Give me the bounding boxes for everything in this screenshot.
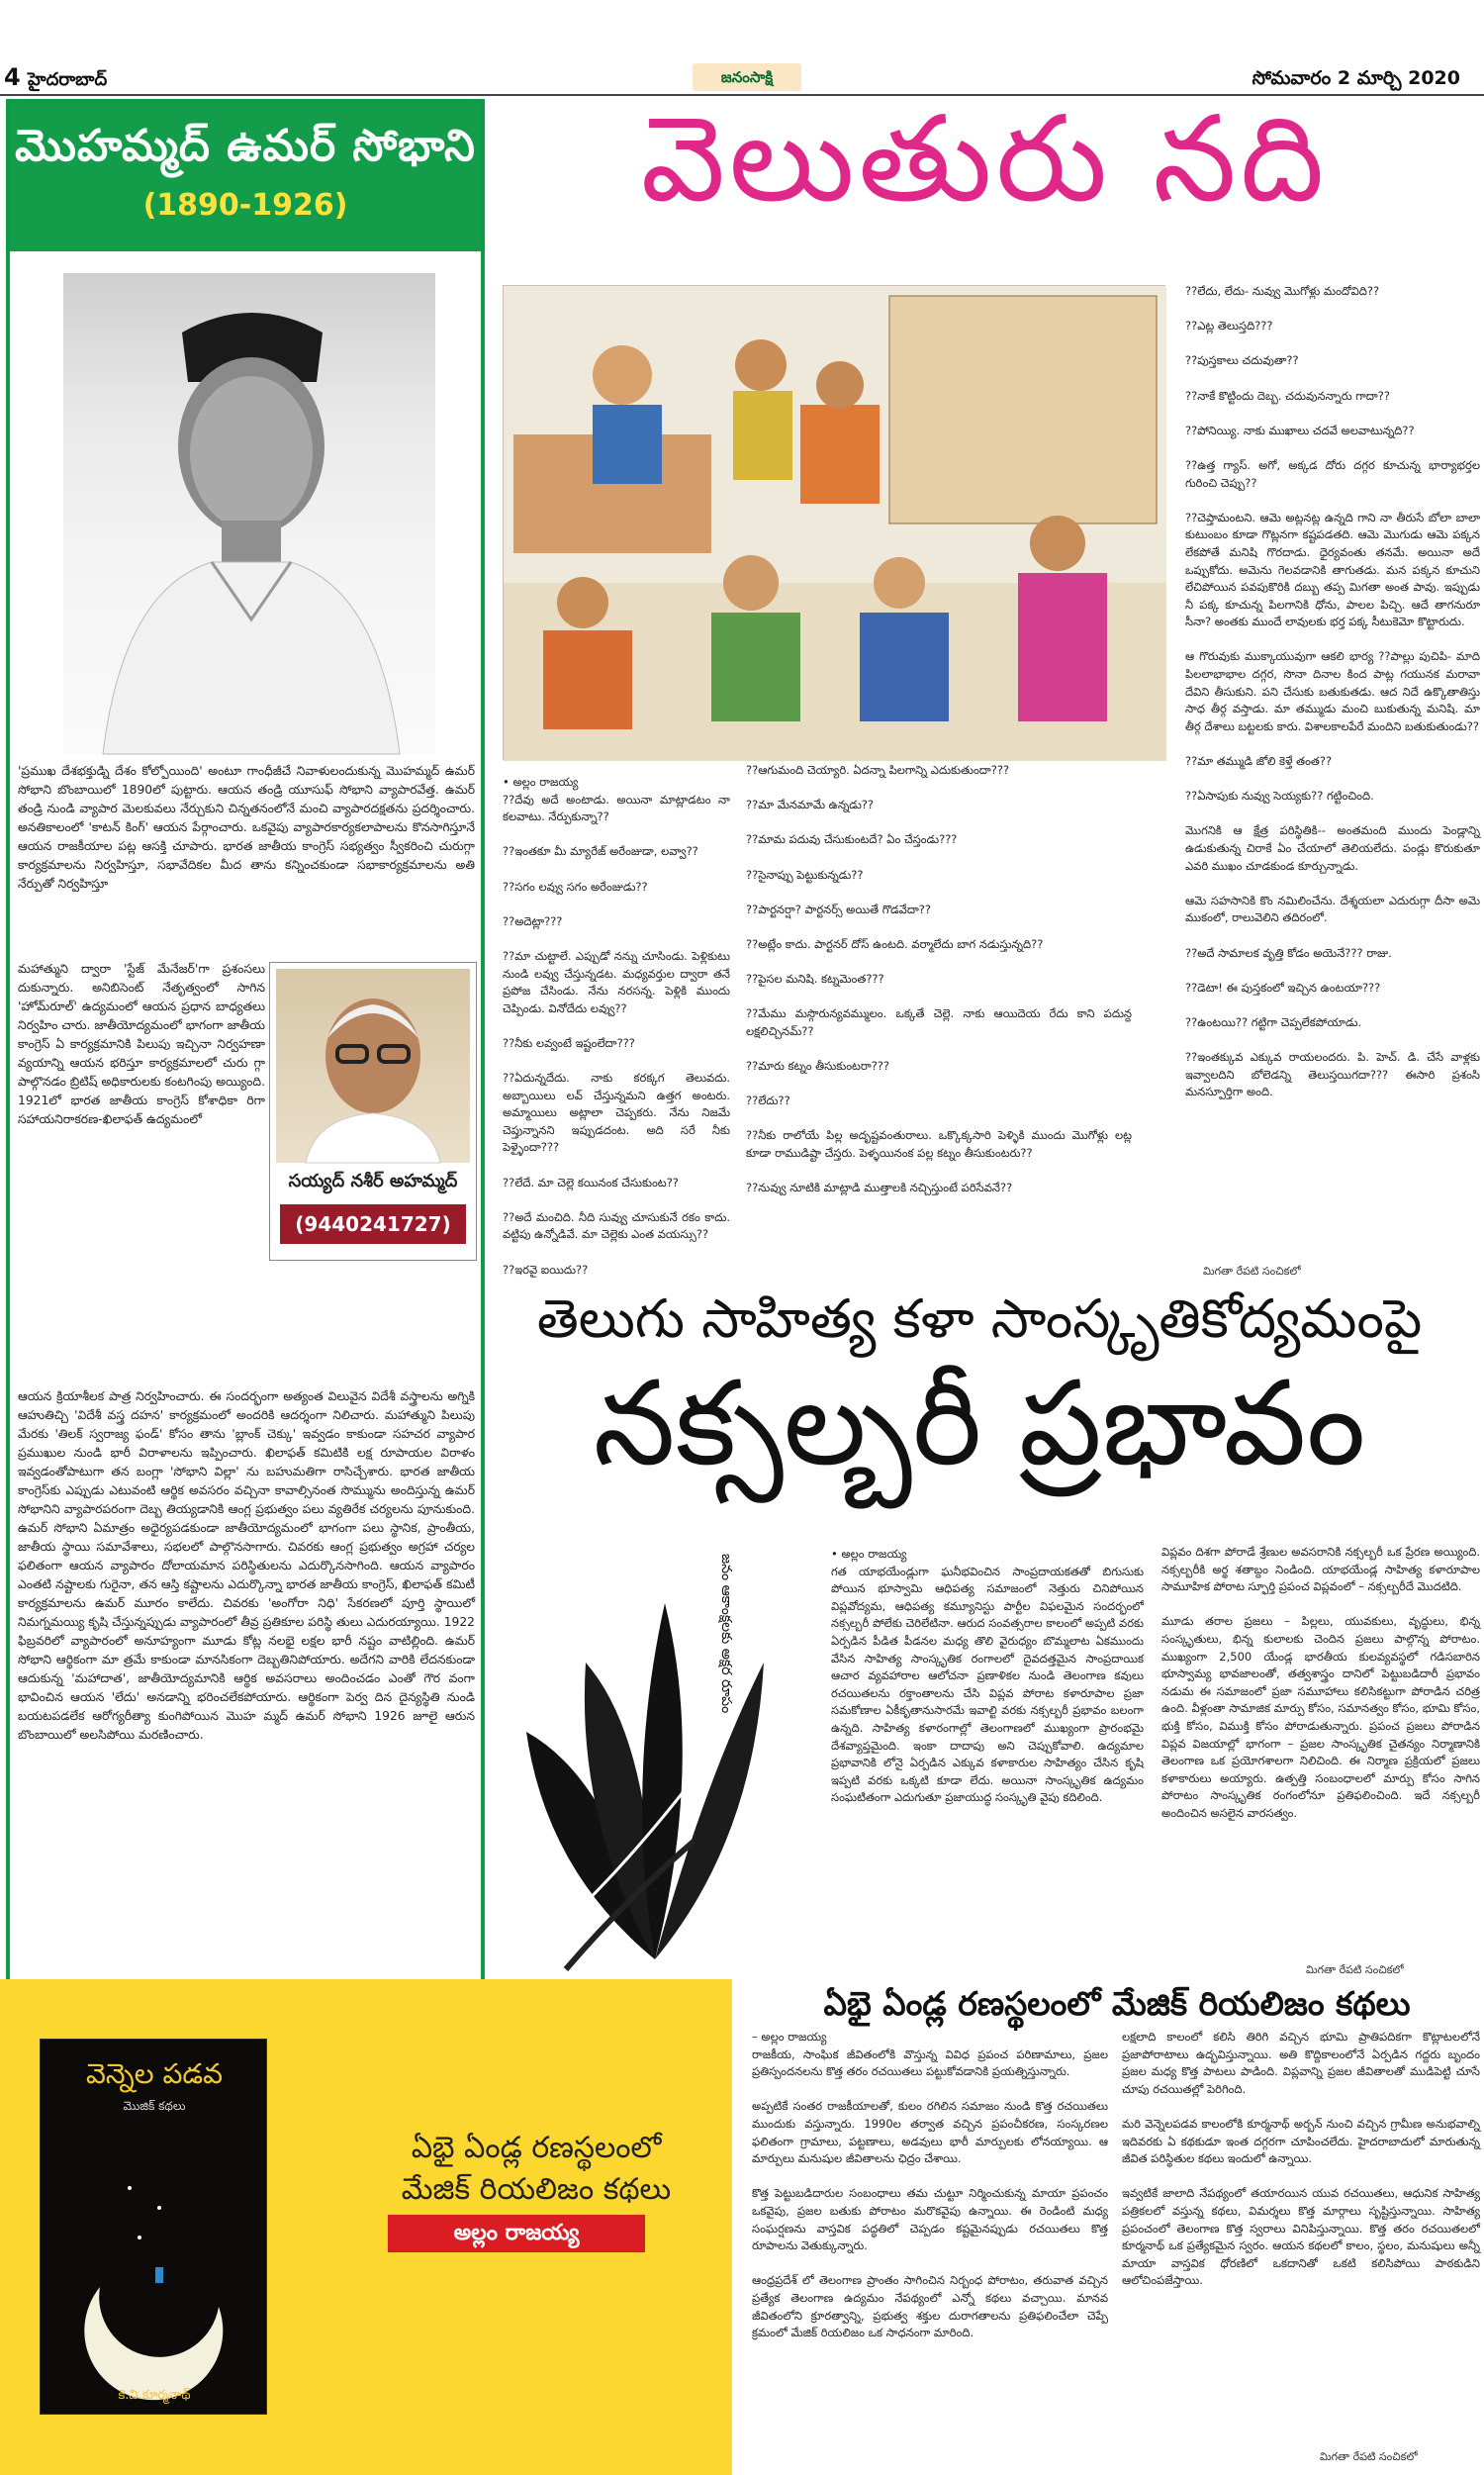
book-cover-subtitle: మొజిక్ కథలు — [123, 2099, 186, 2113]
biography-paragraph-1: 'ప్రముఖ దేశభక్తుడ్ని దేశం కోల్పోయింది' అంటూ గాంధీజీచే నివాళులందుకున్న మొహమ్మద్ ఉమర్ సోభాని బొంబాయిలో 1890లో పుట్టారు. ఆయన తండ్రి యూసుఫ్ సోభాని వ్యాపారవేత్త. ఉమర్ తండ్రి నుండి వ్యాపార మెలకువలు నేర్చుకుని చిన్నతనంలోనే మంచి వ్యాపారదక్షతను ప్రదర్శించారు. అనతికాలంలో 'కాటన్ కింగ్' ఆయన పేర్గాంచారు. ఒకవైపు వ్యాపారకార్యకలాపాలను కొనసాగిస్తూనే ఆయన రాజకీయాల పట్ల ఆసక్తి చూపారు. భారత జాతీయ కాంగ్రెస్ సభ్యత్వం స్వీకరించి చురుగ్గా కార్యక్రమాలను నిర్వహిస్తూ, సభావేదికల మీద తాను కన్నించకుండా సభాకార్యక్రమాలను అతి నేర్పుతో నిర్వహిస్తూ — [18, 764, 479, 891]
book-advertisement — [0, 1979, 732, 2475]
author-phone: (9440241727) — [280, 1204, 466, 1244]
train-illustration — [503, 285, 1165, 760]
story1-continued: మిగతా రేపటి సంచికలో — [1203, 1265, 1301, 1278]
city-label: హైదరాబాద్ — [28, 69, 108, 90]
ad-line-2: మేజిక్ రియలిజం కథలు — [401, 2172, 672, 2207]
newspaper-logo: జనంసాక్షి — [693, 63, 801, 91]
train-scene-drawing — [504, 286, 1166, 761]
issue-date: సోమవారం 2 మార్చి 2020 — [1252, 67, 1460, 89]
story3-column-2: లక్షలాది కాలంలో కలిసి తిరిగి వచ్చిన భూమి ప్రాతిపదికగా కొట్లాటలలోనే ప్రజాపోరాటాలు ఉద్భవిస్తున్నాయి. అతి కొద్దికాలంలోనే ఏర్పడిన గద్దరు బృందం ప్రజల మధ్య కొత్త పాటలు పాడింది. విప్లవాన్ని ప్రజల జీవితాలతో ముడిపెట్టి చూసే చూపు రచయితల్లో పెరిగింది. మరి వెన్నెలపడవ కాలంలోకి కూర్మనాథ్ అర్బన్ నుంచి వచ్చిన గ్రామీణ అనుభవాల్ని ఇదివరకు ఏ కథకుడూ ఇంత దగ్గరగా చూపించలేదు. హైదరాబాదులో మారుతున్న జీవిత పరిస్థితుల కథలు ఇందులో ఉన్నాయి. ఇవ్వటికే జాలాది నేపథ్యంలో తయారయిన యువ రచయితలు, ఆధునిక సాహిత్య పత్రికలలో వస్తున్న కథలు, విమర్శలు కొత్త మార్గాలు సృష్టిస్తున్నాయి. సాహిత్య ప్రపంచంలో తెలంగాణ కొత్త స్వరాలు వినిపిస్తున్నాయి. కొత్త తరం రచయితలలో కూర్మనాథ్ ఒక ప్రత్యేకమైన స్వరం. ఆయన కథలలో కాలం, స్థలం, మనుషులు అన్నీ మాయా వాస్తవిక ధోరణిలో ఒకదానితో ఒకటి కలిసిపోయి పాఠకుడిని ఆలోచింపజేస్తాయి. — [1122, 2030, 1480, 2288]
author-card — [269, 962, 477, 1261]
story3-column-1: – అల్లం రాజయ్య రాజకీయ, సాంఘిక జీవితంలోకి వొస్తున్న వివిధ ప్రపంచ పరిణామాలు, ప్రజల ప్రతిస్పందనలను కొత్త తరం రచయితలు పట్టుకోవడానికి ప్రయత్నిస్తున్నారు. అప్పటికే సంతర రాజకీయాలతో, కులం రగిలిన సమాజం నుండి కొత్త రచయితలు ముందుకు వస్తున్నారు. 1990ల తర్వాత వచ్చిన ప్రపంచీకరణ, సంస్కరణల ఫలితంగా గ్రామాలు, పట్టణాలు, అడవులు భారీ మార్పులకు లోనయ్యాయి. ఆ మార్పులు మనుషుల జీవితాలను ఛిద్రం చేశాయి. కొత్త పెట్టుబడిదారుల సంబంధాలు తమ చుట్టూ నిర్మించుకున్న మాయా ప్రపంచం ఒకవైపు, ప్రజల బతుకు పోరాటం మరొకవైపు ఉన్నాయి. ఈ రెండింటి మధ్య సంఘర్షణను వాస్తవిక పద్ధతిలో చెప్పడం కష్టమైనప్పుడు రచయితలు కొత్త రూపాలను వెతుక్కున్నారు. ఆంధ్రప్రదేశ్ లో తెలంగాణ ప్రాంతం సాగించిన నిర్బంధ పోరాటం, తరువాత వచ్చిన ప్రత్యేక తెలంగాణ ఉద్యమం నేపథ్యంలో ఎన్నో కథలు వచ్చాయి. మానవ జీవితంలోని క్రూరత్వాన్ని, ప్రభుత్వ శక్తుల దురాగతాలను ప్రతిఫలించేలా చెప్పే క్రమంలో మేజిక్ రియలిజం ఒక సాధనంగా మారింది. — [752, 2030, 1108, 2340]
story1-title: వెలుతురు నది — [640, 91, 1329, 229]
portrait-illustration — [63, 273, 435, 754]
author-photo — [276, 969, 470, 1163]
book-cover-author: కె.వి.కూర్మనాథ్ — [118, 2388, 191, 2403]
quill-feather-icon — [507, 1544, 815, 1979]
biography-header — [10, 103, 481, 251]
story2-column-1: • అల్లం రాజయ్య గత యాభయేండ్లుగా ఘనీభవించిన సాంప్రదాయకతతో బిగుసుకు పోయిన భూస్వామి ఆధిపత్య సమాజంలో నెత్తురు చినిపోయిన విప్లవోద్యమ, ఆధిపత్య కమ్యూనిస్టు పార్టీల విఫలమైన సందర్భంలో నక్సల్బరీ పోలేకు చెరిలేటినా. ఆరుద సంవత్సరాల కాలంలో అప్పటి వరకు ఏర్పడిన పీడిత పీడనల మధ్య తొలి వైరుధ్యం బొమ్మలాట ఏకముందు వేసిన సాహిత్య సాంస్కృతిక రంగాలలో దైవదత్తమైన సాంప్రదాయిక ఆచార వ్యవహారాల ఆలోచనా ప్రణాళికల నుండి తెలంగాణ కవులు రచయితలను రక్తాంతాలను చేసి విప్లవ పోరాట కళారూపాల ప్రజా సమకోణాల ఏకీకృతానుసారమే ఇవాల్టి వరకు నక్సల్బరీ ప్రభావం బలంగా ఉన్నది. సాహిత్య కళారంగాల్లో తెలంగాణలో ముఖ్యంగా ప్రారంభమై దేశవ్యాప్తమైంది. ఇంకా దాదాపు అని చెప్పుకోవాలి. ఉద్యమాల ప్రభావానికి లోనై ఏర్పడిన ఎక్కువ కళాకారుల సాహిత్యం చేసిన కృషి ఇప్పటి వరకు ఒక్కటి కూడా లేదు. అయినా సాంస్కృతిక ఉద్యమం సంఘటితంగా ఎదుగుతూ ప్రజాయుద్ధ సంస్కృతి వైపు కదిలింది. — [831, 1547, 1144, 1805]
story3-continued: మిగతా రేపటి సంచికలో — [1320, 2450, 1418, 2463]
book-cover — [40, 2039, 267, 2415]
quill-logo — [507, 1544, 815, 1979]
story1-column-2: ??ఆగుమంది చెయ్యారి. ఏదన్నా పిలగాన్ని ఎదుకుతుందా??? ??మా మేనమామే ఉన్నడు?? ??మామ పదువు చేసుకుంటదే? ఏం చేస్తండు??? ??సైనాప్పు పెట్టుకున్నడు?? ??పార్టనర్షా? పార్టనర్స్ అయితే గొడవేదా?? ??అట్లేం కాదు. పార్టనర్ దోస్ ఉంటది. వర్మాలేదు బాగ నడుస్తున్నది?? ??పైసల మనిషి. కట్నమెంత??? ??మేము మస్గొరున్యవమ్ములం. ఒక్కతే చెల్లె. నాకు ఆయిదెయ రేదు కాని పదున్ద లక్షలిచ్చినమ్?? ??మారు కట్నం తీసుకుంటరా??? ??లేదు?? ??నీకు రాలోయే పిల్ల అదృష్టవంతురాలు. ఒక్కొక్కసారి పెళ్ళికి ముందు మొగోళ్లు లట్ల కూడా రాముడిష్టా చేస్తరు. పెళ్ళయినంక పల్ల కట్నం తీసుకుంటరు?? ??నువ్వు నూటికి మాట్లాడి ముత్తాలకి నచ్చిస్తుంటే పరిసేవనే?? — [746, 763, 1132, 1195]
story3-title: ఏభై ఏండ్ల రణస్థలంలో మేజిక్ రియలిజం కథలు — [823, 1984, 1411, 2023]
ad-line-1: ఏభై ఏండ్ల రణస్థలంలో — [411, 2131, 662, 2165]
biography-years: (1890-1926) — [142, 188, 348, 223]
biography-column — [6, 99, 485, 2068]
book-cover-title: వెన్నెల పడవ — [85, 2057, 224, 2090]
quill-caption: జనం ఆకాంక్షలకు అక్షర రూపం — [718, 1554, 734, 1714]
story2-continued: మిగతా రేపటి సంచికలో — [1306, 1963, 1404, 1976]
portrait-photo — [63, 273, 435, 754]
biography-paragraph-3: ఆయన క్రియాశీలక పాత్ర నిర్వహించారు. ఈ సందర్భంగా అత్యంత విలువైన విదేశీ వస్త్రాలను అగ్నికి ఆహుతిచ్చి 'విదేశీ వస్త్ర దహన' కార్యక్రమంలో అందరికి ఆదర్శంగా నిలిచారు. మహాత్ముని పిలుపు మేరకు 'తిలక్ స్వరాజ్య ఫండ్' కోసం తాను 'బ్లాంక్ చెక్కు' ఇవ్వడం కాకుండా సహచర వ్యాపార ప్రముఖుల నుండి భారీ విరాళాలను ఇప్పించారు. ఖిలాఫత్ కమిటికి లక్ష రూపాయల విరాళం ఇవ్వడంతోపాటుగా తన బంగ్లా 'సోభాని విల్లా' ను బహుమతిగా రాసిచ్చేశారు. భారత జాతీయ కాంగ్రెస్‌కు ఎప్పుడు ఎటువంటి ఆర్థిక అవసరం వచ్చినా కావాల్సినంత సొమ్మును అందిస్తున్న ఉమర్ సోభానిని వ్యాపారపరంగా దెబ్బ తియ్యడానికి ఆంగ్ల ప్రభుత్వం పలు వ్యతిరేక చర్యలను పూనుకుంది. ఉమర్ సోభాని ఏమాత్రం అధైర్యపడకుండా జాతీయోద్యమంలో భాగంగా పలు స్థానిక, ప్రాంతీయ, జాతీయ స్థాయి సమావేశాలు, సభలలో పాల్గొనసాగారు. చివరకు ఆంగ్ల ప్రభుత్వం అగ్రహా చర్యల ఫలితంగా ఆయన వ్యాపారం దోలాయమాన పరిస్థితులను ఎదుర్కొనసాగింది. ఆయన వ్యాపారం ఎంతటి నష్టాలకు గురైనా, తన ఆస్తి కష్టాలను ఎదుర్కొన్నా భారత జాతీయ కాంగ్రెస్, ఖిలాఫత్ కమిటీ కార్యక్రమాలను ఉమర్ మూరం కాలేదు. చివరకు 'అంగోరా నిధి' సేకరణలో పూర్తి స్థాయిలో నిమగ్నమయ్యి కృషి చేస్తున్నప్పుడు వ్యాపారంలో తీవ్ర ప్రతికూల పరిస్థి తులు ఎదురయ్యాయి. 1922 ఫిబ్రవరిలో వ్యాపారంలో అనూహ్యంగా మూడు కోట్ల నలభై లక్షల భారీ నష్టం వాటిల్లింది. ఉమర్ సోభాని ఆర్థికంగా మా త్రమే కాకుండా మానసికంగా దెబ్బతినిపోయారు. అదేగని వారికి లేదనకుండా ఆదుకున్న 'మహాదాత', జాతీయోద్యమానికి ఆర్థిక అవసరాలు అందించడం ఎంతో గౌర వంగా భావించిన ఆయన 'లేదు' అనడాన్ని భరించలేకపోయారు. ఆర్థికంగా పెర్వ దిన దైన్యస్థితి నుండి బయటపడలేక ఆరోగ్యరీత్యా కుంగిపోయిన మొహ మ్మద్ ఉమర్ సోభాని 1926 జూలై ఆరున బొంబాయిలో అలసిపోయి మరణించారు. — [18, 1389, 479, 1742]
story1-column-1: • అల్లం రాజయ్య ??దేవు అదే అంటాడు. అయినా మాట్లాడటం నా కలవాటు. నేర్పుకున్నా?? ??ఇంతకూ మీ మ్యారేజ్ అరేంజుడా, లవ్వా?? ??సగం లవ్వు సగం అరేంజుడు?? ??అదెట్లా??? ??మా చుట్టాలే. ఎప్పుడో నన్ను చూసిండు. పెళ్లికుటు నుండి లవ్వు చేస్తున్నడట. మధ్యవర్తుల ద్వారా తనే ప్రపోజ చేసిండు. నేను నరసన్న. పెళ్లికి ముందు చెప్పిండు. వినోదేదు లవ్వు?? ??నీకు లవ్వంటే ఇష్టంలేదా??? ??ఏదున్నదేదు. నాకు కరక్కగ తెలువదు. అబ్బాయిలు లవ్ చేస్తున్నమని ఉత్తగ అంటరు. అమ్మాయిలు అట్లాలా చెప్పకరు. నేను నిజమే చెప్తున్నానని ఇప్పుడదంట. అది సరే నీకు పెళ్ళైందా??? ??లేదే. మా చెల్లె కయినంక చేసుకుంట?? ??అదే మంచిది. నీది సువ్వు చూసుకునే రకం కాదు. వట్టిపు ఉన్నోడివే. మా చెల్లెకు ఎంత వయస్సు?? ??ఇరవై ఐయిదు?? — [503, 775, 730, 1277]
page-header — [0, 0, 1484, 99]
story2-title: నక్సల్బరీ ప్రభావం — [593, 1355, 1366, 1491]
moon-boat-icon — [70, 2148, 238, 2376]
story2-column-3: విప్లవం దిశగా పోరాడే శ్రేణుల అవసరానికి నక్సల్బరీ ఒక ప్రేరణ అయ్యింది. నక్సల్బరీకి అర్థ శతాబ్దం నిండింది. యాభయేండ్ల సాహిత్య కళారూపాల సామూహిక పోరాట స్ఫూర్తి ప్రపంచ విప్లవంలో – నక్సల్బరీదే మొదటిది. మూడు తరాల ప్రజలు – పిల్లలు, యువకులు, వృద్ధులు, భిన్న సంస్కృతులు, భిన్న కులాలకు చెందిన ప్రజలు పాల్గొన్న పోరాటం. ముఖ్యంగా 2,500 యేండ్ల భారతీయ కులవ్యవస్థలో గడిసబారిన భూస్వామ్య భావజాలంతో, తత్వశాస్త్రం దానిలో పెట్టుబడిదారీ ప్రభావం నడుమ ఈ సమాజంలో ప్రజా సమూహాలు కలిసికట్టుగా పోరాడిన చరిత్ర ఉంది. వీళ్లంతా సామాజిక మార్పు కోసం, సమానత్వం కోసం, భూమి కోసం, భుక్తి కోసం, విముక్తి కోసం పోరాడుతున్నారు. ప్రపంచ ప్రజలు పోరాడిన విప్లవ విజయాల్లో భాగంగా – ప్రజల సాంస్కృతిక చైతన్యం నిర్మాణానికి తెలంగాణ ఒక ప్రయోగశాలగా నిలిచింది. ఈ నిర్మాణ ప్రక్రియలో ప్రజలు కళాకారులు అయ్యారు. ఉత్పత్తి సంబంధాలలో మార్పు కోసం సాగిన పోరాటం సాంస్కృతిక రంగంలోనూ ప్రతిఫలించింది. ఇదే నక్సల్బరీ అందించిన అసలైన వారసత్వం. — [1161, 1545, 1480, 1820]
story1-column-3: ??లేదు, లేదు- నువ్వు మొగోళ్లు మందోవిది?? ??ఎట్ల తెలుస్తది??? ??పుస్తకాలు చదువుతా?? ??నాకే కొట్టిందు దెబ్బ. చదువునన్నారు గాదా?? ??పోనియ్యి. నాకు ముఖాలు చదవే అలవాటున్నది?? ??ఉత్త గ్యాస్. అగో, అక్కడ దోరు దగ్గర కూచున్న భార్యాభర్తల గురించి చెప్పు?? ??చెప్తామంటని. ఆమె అట్లనట్ల ఉన్నది గాని నా తీరుసే బోలా బాలా కుటుంబం కూడా గొట్లనగా కష్టపడతది. ఆమె మొగుడు ఆమె పక్కన లేకపోతే మనిషి గొరదాడు. ధైర్యవంతు తనమే. అయినా అదే ఒప్పుకోదు. అమెను గెలవడానికి తాగుతడు. మన పక్కన కూచుని లేచిపోయిన పవపుకొరికి దబ్బు తప్ప మిగతా అంత పావు. ఇప్పుడు నీ పక్క కూచున్న పిలగానికి ధోను, పాలల పిచ్చి. ఆదే తాగనురూ సీనా? అంతకు ముందే లావులకు భర్త పక్క సీటుకెమో కొట్టారుదు. ఆ గొరువుకు ముక్కాయువుగా ఆకలి భార్య ??పాల్లు పుచిపి- మాది పిలలాభాభాల దగ్గర, సొనా దినాల కింద పాట్ల గయునక మరావా దేవిని తీసుకుని. పని చేసుకు బతుకుతడు. ఆద నిదే ఉక్కొతాతిస్తు సాధ తీర్గ వస్తాడు. మా తమ్ముడు మంచి బుకుతున్న మనిషి. మా తీర్గ దేశాలు బట్టలకు కారు. విశాలకాలపేరే మందిని బతుకుతుండు?? ??మా తమ్ముడి జోలి కెళ్తే తంత?? ??ఏసాపుకు నువ్వు సెయ్యకు?? గట్టించింది. మొగనికి ఆ క్షేత్ర పరిస్థితికి-- అంతమంది ముందు పెండ్లాన్ని ఉడుకుతున్న చిరాకే ఏం చేయాలో తెలియలేదు. పండ్లు కొరుకుతూ ఎవరి ముఖం చూడకుండ కూర్చున్నాడు. ఆమె సహసానికి కొం నమిలించేను. దేశ్శయలా ఎదురుగ్గా దీసా అమె ముకంలో, రాలువెలిని తదిరంలో. ??అదే సామాలక వృత్తి కోడం అయెనే??? రాజు. ??డెటా! ఈ పుస్తకంలో ఇచ్చిన ఉంటయా??? ??ఉంటయి?? గట్టిగా చెప్పలేకపోయాడు. ??ఇంతక్కువ ఎక్కువ రాయలందరు. పి. హెచ్. డి. చేసే వాళ్లకు ఇవ్వాలదిని బోలెడన్ని తెలుస్తయిగదా??? ఈసారి ప్రశంసి మనస్పూర్తిగా అంది. — [1185, 284, 1480, 1099]
page-number: 4 — [4, 63, 21, 91]
biography-paragraph-2: మహాత్ముని ద్వారా 'స్టేజ్ మేనేజర్'గా ప్రశంసలు దుకున్నారు. అనిబిసెంట్ నేతృత్వంలో సాగిన 'హోమ్‌రూల్' ఉద్యమంలో ఆయన ప్రధాన బాధ్యతలు నిర్వహిం చారు. జాతీయోద్యమంలో భాగంగా జాతీయ కాంగ్రెస్ ఏ కార్యక్రమానికి పిలుపు ఇచ్చినా నిర్వహణా వ్యయాన్ని ఆయన భరిస్తూ కార్యక్రమాలలో చురు గ్గా పాల్గొనడం బ్రిటిష్ అధికారులకు కంటగింపు అయ్యింది. 1921లో భారత జాతీయ కాంగ్రెస్ కోశాధికా రిగా సహాయనిరాకరణ-ఖిలాఫత్ ఉద్యమంలో — [18, 962, 269, 1126]
author-name: సయ్యద్ నశీర్ అహమ్మద్ — [288, 1171, 458, 1191]
ad-author-badge: అల్లం రాజయ్య — [388, 2215, 645, 2252]
author-illustration — [276, 969, 470, 1163]
biography-name: మొహమ్మద్ ఉమర్ సోభాని — [15, 121, 476, 171]
story2-kicker: తెలుగు సాహిత్య కళా సాంస్కృతికోద్యమంపై — [536, 1287, 1423, 1350]
